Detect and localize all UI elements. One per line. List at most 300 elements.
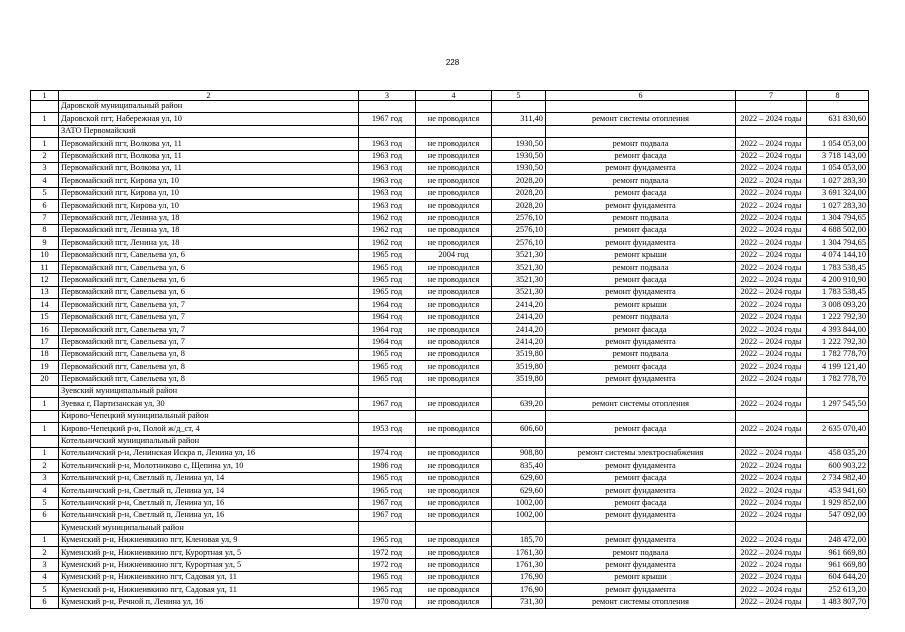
address: Первомайский пгт, Волкова ул, 11 <box>59 150 359 162</box>
section-title: ЗАТО Первомайский <box>59 125 359 137</box>
cost: 1 782 778,70 <box>807 373 869 385</box>
table-row <box>31 150 869 162</box>
last-repair-year: не проводился <box>416 509 492 521</box>
cost: 1 782 778,70 <box>807 348 869 360</box>
build-year: 1962 год <box>359 212 416 224</box>
table-row <box>31 398 869 410</box>
column-number: 6 <box>546 91 736 101</box>
address: Первомайский пгт, Волкова ул, 11 <box>59 162 359 174</box>
address: Первомайский пгт, Волкова ул, 11 <box>59 138 359 150</box>
cost: 4 199 121,40 <box>807 361 869 373</box>
cost: 1 783 538,45 <box>807 286 869 298</box>
row-number: 13 <box>31 286 59 298</box>
table-row <box>31 274 869 286</box>
address: Котельничский р-н, Светлый п, Ленина ул, 16 <box>59 509 359 521</box>
section-title: Куменский муниципальный район <box>59 522 359 534</box>
area: 639,20 <box>492 398 546 410</box>
work-type: ремонт крыши <box>546 249 736 261</box>
build-year: 1962 год <box>359 237 416 249</box>
area: 1002,00 <box>492 509 546 521</box>
section-row <box>31 125 869 137</box>
cost: 631 830,60 <box>807 113 869 125</box>
address: Первомайский пгт, Савельева ул, 7 <box>59 336 359 348</box>
work-type: ремонт фасада <box>546 497 736 509</box>
row-number: 8 <box>31 224 59 236</box>
table-row <box>31 299 869 311</box>
period: 2022 – 2024 годы <box>736 249 807 261</box>
area: 2028,20 <box>492 175 546 187</box>
row-number: 18 <box>31 348 59 360</box>
area: 185,70 <box>492 534 546 546</box>
work-type: ремонт фундамента <box>546 336 736 348</box>
address: Первомайский пгт, Кирова ул, 10 <box>59 175 359 187</box>
period: 2022 – 2024 годы <box>736 423 807 435</box>
table-row <box>31 113 869 125</box>
table-row <box>31 162 869 174</box>
period: 2022 – 2024 годы <box>736 361 807 373</box>
empty-cell <box>359 410 416 422</box>
address: Первомайский пгт, Ленина ул, 18 <box>59 237 359 249</box>
empty-cell <box>736 410 807 422</box>
build-year: 1963 год <box>359 175 416 187</box>
build-year: 1963 год <box>359 187 416 199</box>
last-repair-year: не проводился <box>416 286 492 298</box>
empty-cell <box>736 435 807 447</box>
address: Первомайский пгт, Савельева ул, 8 <box>59 373 359 385</box>
row-number: 1 <box>31 398 59 410</box>
table-row <box>31 361 869 373</box>
area: 3521,30 <box>492 274 546 286</box>
area: 3519,80 <box>492 348 546 360</box>
area: 835,40 <box>492 460 546 472</box>
last-repair-year: не проводился <box>416 460 492 472</box>
address: Первомайский пгт, Савельева ул, 6 <box>59 262 359 274</box>
last-repair-year: не проводился <box>416 200 492 212</box>
last-repair-year: не проводился <box>416 336 492 348</box>
cost: 4 074 144,10 <box>807 249 869 261</box>
area: 1930,50 <box>492 150 546 162</box>
period: 2022 – 2024 годы <box>736 571 807 583</box>
build-year: 1964 год <box>359 311 416 323</box>
work-type: ремонт фасада <box>546 224 736 236</box>
area: 629,60 <box>492 472 546 484</box>
cost: 1 027 283,30 <box>807 175 869 187</box>
build-year: 1965 год <box>359 571 416 583</box>
address: Куменский р-н, Нижнеивкино пгт, Садовая ул, 11 <box>59 584 359 596</box>
period: 2022 – 2024 годы <box>736 187 807 199</box>
empty-cell <box>416 522 492 534</box>
empty-cell <box>546 410 736 422</box>
build-year: 1965 год <box>359 534 416 546</box>
period: 2022 – 2024 годы <box>736 485 807 497</box>
work-type: ремонт фасада <box>546 472 736 484</box>
period: 2022 – 2024 годы <box>736 200 807 212</box>
build-year: 1963 год <box>359 150 416 162</box>
cost: 604 644,20 <box>807 571 869 583</box>
build-year: 1964 год <box>359 336 416 348</box>
empty-cell <box>359 522 416 534</box>
build-year: 1962 год <box>359 224 416 236</box>
row-number <box>31 522 59 534</box>
cost: 1 297 545,50 <box>807 398 869 410</box>
table-row <box>31 584 869 596</box>
address: Котельничский р-н, Светлый п, Ленина ул, 16 <box>59 497 359 509</box>
last-repair-year: не проводился <box>416 299 492 311</box>
area: 2576,10 <box>492 237 546 249</box>
table-row <box>31 596 869 608</box>
table-row <box>31 286 869 298</box>
address: Куменский р-н, Нижнеивкино пгт, Кленовая ул, 9 <box>59 534 359 546</box>
cost: 2 635 070,40 <box>807 423 869 435</box>
empty-cell <box>807 101 869 113</box>
table-row <box>31 534 869 546</box>
address: Первомайский пгт, Савельева ул, 8 <box>59 361 359 373</box>
column-number: 7 <box>736 91 807 101</box>
work-type: ремонт фундамента <box>546 237 736 249</box>
row-number <box>31 410 59 422</box>
empty-cell <box>492 522 546 534</box>
table-row <box>31 509 869 521</box>
last-repair-year: не проводился <box>416 485 492 497</box>
area: 2028,20 <box>492 200 546 212</box>
cost: 458 035,20 <box>807 447 869 459</box>
row-number: 3 <box>31 559 59 571</box>
cost: 1 027 283,30 <box>807 200 869 212</box>
table-row <box>31 485 869 497</box>
row-number: 17 <box>31 336 59 348</box>
row-number: 20 <box>31 373 59 385</box>
area: 629,60 <box>492 485 546 497</box>
address: Зуевка г, Партизанская ул, 30 <box>59 398 359 410</box>
cost: 1 054 053,00 <box>807 138 869 150</box>
work-type: ремонт фундамента <box>546 534 736 546</box>
work-type: ремонт подвала <box>546 262 736 274</box>
table-row <box>31 175 869 187</box>
row-number <box>31 385 59 397</box>
table-row <box>31 249 869 261</box>
build-year: 1964 год <box>359 324 416 336</box>
work-type: ремонт системы отопления <box>546 596 736 608</box>
last-repair-year: не проводился <box>416 534 492 546</box>
table-row <box>31 187 869 199</box>
table-row <box>31 547 869 559</box>
area: 2576,10 <box>492 212 546 224</box>
section-row <box>31 410 869 422</box>
period: 2022 – 2024 годы <box>736 509 807 521</box>
section-title: Кирово-Чепецкий муниципальный район <box>59 410 359 422</box>
period: 2022 – 2024 годы <box>736 336 807 348</box>
build-year: 1965 год <box>359 274 416 286</box>
address: Даровской пгт, Набережная ул, 10 <box>59 113 359 125</box>
cost: 547 092,00 <box>807 509 869 521</box>
build-year: 1970 год <box>359 596 416 608</box>
last-repair-year: не проводился <box>416 398 492 410</box>
last-repair-year: не проводился <box>416 237 492 249</box>
last-repair-year: не проводился <box>416 361 492 373</box>
period: 2022 – 2024 годы <box>736 150 807 162</box>
cost: 3 691 324,00 <box>807 187 869 199</box>
last-repair-year: не проводился <box>416 212 492 224</box>
last-repair-year: не проводился <box>416 373 492 385</box>
last-repair-year: не проводился <box>416 584 492 596</box>
empty-cell <box>416 410 492 422</box>
area: 731,30 <box>492 596 546 608</box>
area: 2414,20 <box>492 311 546 323</box>
row-number: 1 <box>31 423 59 435</box>
address: Куменский р-н, Нижнеивкино пгт, Курортная ул, 5 <box>59 547 359 559</box>
row-number <box>31 435 59 447</box>
empty-cell <box>546 435 736 447</box>
empty-cell <box>359 435 416 447</box>
period: 2022 – 2024 годы <box>736 447 807 459</box>
last-repair-year: не проводился <box>416 547 492 559</box>
build-year: 1967 год <box>359 398 416 410</box>
area: 3519,80 <box>492 373 546 385</box>
table-row <box>31 138 869 150</box>
empty-cell <box>359 101 416 113</box>
empty-cell <box>736 522 807 534</box>
row-number: 1 <box>31 113 59 125</box>
area: 1761,30 <box>492 547 546 559</box>
work-type: ремонт фундамента <box>546 509 736 521</box>
period: 2022 – 2024 годы <box>736 398 807 410</box>
area: 3519,80 <box>492 361 546 373</box>
build-year: 1965 год <box>359 249 416 261</box>
cost: 1 304 794,65 <box>807 237 869 249</box>
build-year: 1953 год <box>359 423 416 435</box>
last-repair-year: не проводился <box>416 138 492 150</box>
row-number: 5 <box>31 187 59 199</box>
cost: 4 393 844,00 <box>807 324 869 336</box>
work-type: ремонт подвала <box>546 138 736 150</box>
build-year: 1967 год <box>359 497 416 509</box>
work-type: ремонт подвала <box>546 212 736 224</box>
cost: 3 008 093,20 <box>807 299 869 311</box>
last-repair-year: не проводился <box>416 274 492 286</box>
build-year: 1963 год <box>359 200 416 212</box>
row-number: 6 <box>31 200 59 212</box>
address: Котельничский р-н, Молотниково с, Щепина ул, 10 <box>59 460 359 472</box>
last-repair-year: не проводился <box>416 447 492 459</box>
build-year: 1986 год <box>359 460 416 472</box>
empty-cell <box>736 385 807 397</box>
work-type: ремонт фасада <box>546 150 736 162</box>
period: 2022 – 2024 годы <box>736 162 807 174</box>
work-type: ремонт фасада <box>546 274 736 286</box>
empty-cell <box>492 410 546 422</box>
last-repair-year: не проводился <box>416 324 492 336</box>
last-repair-year: не проводился <box>416 571 492 583</box>
row-number <box>31 125 59 137</box>
column-number: 3 <box>359 91 416 101</box>
area: 2576,10 <box>492 224 546 236</box>
area: 2028,20 <box>492 187 546 199</box>
build-year: 1974 год <box>359 447 416 459</box>
address: Первомайский пгт, Савельева ул, 6 <box>59 286 359 298</box>
last-repair-year: не проводился <box>416 497 492 509</box>
build-year: 1967 год <box>359 509 416 521</box>
row-number: 12 <box>31 274 59 286</box>
table-row <box>31 559 869 571</box>
cost: 1 054 053,00 <box>807 162 869 174</box>
work-type: ремонт фасада <box>546 361 736 373</box>
cost: 961 669,80 <box>807 547 869 559</box>
address: Первомайский пгт, Савельева ул, 6 <box>59 249 359 261</box>
row-number: 11 <box>31 262 59 274</box>
period: 2022 – 2024 годы <box>736 311 807 323</box>
cost: 4 200 910,90 <box>807 274 869 286</box>
period: 2022 – 2024 годы <box>736 113 807 125</box>
table-body <box>31 91 869 609</box>
period: 2022 – 2024 годы <box>736 299 807 311</box>
build-year: 1965 год <box>359 485 416 497</box>
last-repair-year: не проводился <box>416 262 492 274</box>
area: 1930,50 <box>492 138 546 150</box>
address: Первомайский пгт, Кирова ул, 10 <box>59 187 359 199</box>
row-number: 4 <box>31 571 59 583</box>
period: 2022 – 2024 годы <box>736 547 807 559</box>
last-repair-year: не проводился <box>416 150 492 162</box>
table-row <box>31 336 869 348</box>
build-year: 1972 год <box>359 559 416 571</box>
last-repair-year: не проводился <box>416 596 492 608</box>
section-row <box>31 385 869 397</box>
row-number <box>31 101 59 113</box>
row-number: 4 <box>31 485 59 497</box>
empty-cell <box>807 125 869 137</box>
last-repair-year: не проводился <box>416 423 492 435</box>
cost: 252 613,20 <box>807 584 869 596</box>
period: 2022 – 2024 годы <box>736 596 807 608</box>
cost: 2 734 982,40 <box>807 472 869 484</box>
work-type: ремонт крыши <box>546 571 736 583</box>
empty-cell <box>736 101 807 113</box>
address: Первомайский пгт, Ленина ул, 18 <box>59 224 359 236</box>
last-repair-year: не проводился <box>416 187 492 199</box>
period: 2022 – 2024 годы <box>736 224 807 236</box>
cost: 961 669,80 <box>807 559 869 571</box>
cost: 3 718 143,00 <box>807 150 869 162</box>
period: 2022 – 2024 годы <box>736 373 807 385</box>
last-repair-year: не проводился <box>416 348 492 360</box>
empty-cell <box>807 435 869 447</box>
area: 2414,20 <box>492 324 546 336</box>
address: Котельничский р-н, Светлый п, Ленина ул, 14 <box>59 485 359 497</box>
last-repair-year: не проводился <box>416 559 492 571</box>
area: 311,40 <box>492 113 546 125</box>
work-type: ремонт фундамента <box>546 584 736 596</box>
cost: 1 222 792,30 <box>807 336 869 348</box>
address: Первомайский пгт, Ленина ул, 18 <box>59 212 359 224</box>
address: Первомайский пгт, Савельева ул, 7 <box>59 324 359 336</box>
period: 2022 – 2024 годы <box>736 286 807 298</box>
cost: 1 783 538,45 <box>807 262 869 274</box>
period: 2022 – 2024 годы <box>736 212 807 224</box>
table-row <box>31 373 869 385</box>
row-number: 7 <box>31 212 59 224</box>
row-number: 10 <box>31 249 59 261</box>
section-row <box>31 101 869 113</box>
empty-cell <box>492 385 546 397</box>
period: 2022 – 2024 годы <box>736 262 807 274</box>
work-type: ремонт подвала <box>546 311 736 323</box>
address: Первомайский пгт, Савельева ул, 6 <box>59 274 359 286</box>
work-type: ремонт фундамента <box>546 286 736 298</box>
build-year: 1965 год <box>359 373 416 385</box>
empty-cell <box>492 101 546 113</box>
section-title: Даровской муниципальный район <box>59 101 359 113</box>
row-number: 16 <box>31 324 59 336</box>
empty-cell <box>359 385 416 397</box>
period: 2022 – 2024 годы <box>736 237 807 249</box>
cost: 248 472,00 <box>807 534 869 546</box>
row-number: 2 <box>31 547 59 559</box>
work-type: ремонт фундамента <box>546 485 736 497</box>
row-number: 1 <box>31 534 59 546</box>
section-title: Котельничский муниципальный район <box>59 435 359 447</box>
row-number: 15 <box>31 311 59 323</box>
column-number: 2 <box>59 91 359 101</box>
work-type: ремонт фундамента <box>546 460 736 472</box>
empty-cell <box>546 385 736 397</box>
row-number: 3 <box>31 162 59 174</box>
row-number: 5 <box>31 497 59 509</box>
build-year: 1965 год <box>359 262 416 274</box>
section-row <box>31 435 869 447</box>
work-type: ремонт фундамента <box>546 559 736 571</box>
work-type: ремонт фасада <box>546 324 736 336</box>
address: Первомайский пгт, Савельева ул, 7 <box>59 311 359 323</box>
work-type: ремонт подвала <box>546 348 736 360</box>
build-year: 1964 год <box>359 299 416 311</box>
empty-cell <box>807 522 869 534</box>
cost: 1 929 852,00 <box>807 497 869 509</box>
row-number: 2 <box>31 460 59 472</box>
work-type: ремонт фасада <box>546 187 736 199</box>
column-number-row <box>31 91 869 101</box>
period: 2022 – 2024 годы <box>736 534 807 546</box>
table-row <box>31 224 869 236</box>
section-row <box>31 522 869 534</box>
empty-cell <box>492 125 546 137</box>
period: 2022 – 2024 годы <box>736 175 807 187</box>
work-type: ремонт крыши <box>546 299 736 311</box>
period: 2022 – 2024 годы <box>736 274 807 286</box>
table-row <box>31 262 869 274</box>
last-repair-year: не проводился <box>416 162 492 174</box>
period: 2022 – 2024 годы <box>736 324 807 336</box>
work-type: ремонт фундамента <box>546 162 736 174</box>
build-year: 1965 год <box>359 472 416 484</box>
table-row <box>31 460 869 472</box>
table-row <box>31 472 869 484</box>
empty-cell <box>416 125 492 137</box>
address: Куменский р-н, Нижнеивкино пгт, Курортная ул, 5 <box>59 559 359 571</box>
table-row <box>31 212 869 224</box>
empty-cell <box>359 125 416 137</box>
work-type: ремонт фундамента <box>546 373 736 385</box>
address: Первомайский пгт, Савельева ул, 7 <box>59 299 359 311</box>
last-repair-year: не проводился <box>416 311 492 323</box>
table-row <box>31 311 869 323</box>
cost: 600 903,22 <box>807 460 869 472</box>
work-type: ремонт подвала <box>546 175 736 187</box>
row-number: 1 <box>31 138 59 150</box>
row-number: 2 <box>31 150 59 162</box>
empty-cell <box>807 385 869 397</box>
address: Кирово-Чепецкий р-н, Полой ж/д_ст, 4 <box>59 423 359 435</box>
work-type: ремонт фасада <box>546 423 736 435</box>
